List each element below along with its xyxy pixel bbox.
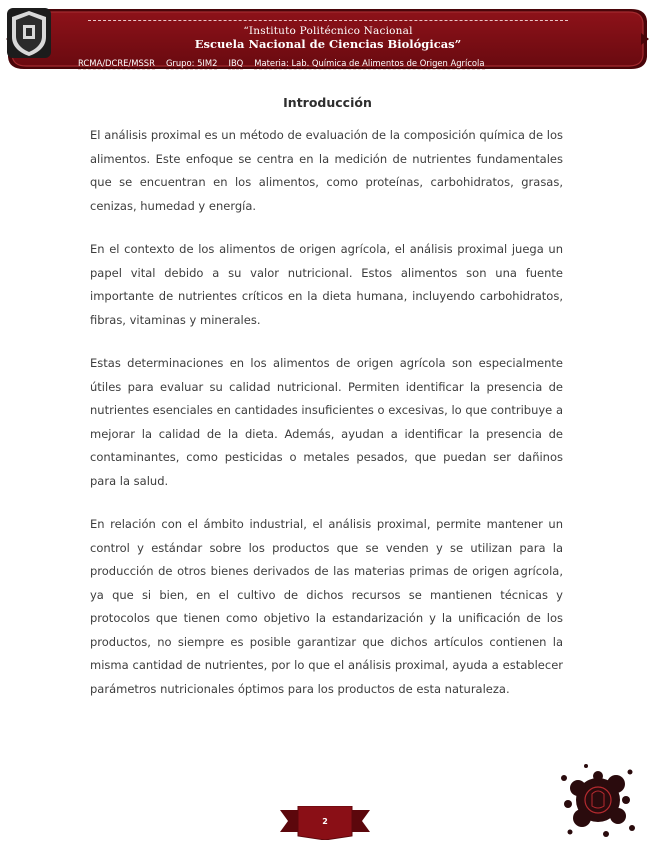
- paragraph-2: En el contexto de los alimentos de origen agrícola, el análisis proximal juega un papel vital debido a su valor nutricional. Estos alimentos son una fuente importante de nutrientes críticos en la dieta humana, incluyendo carbohidratos, fibras, vitaminas y minerales.: [90, 242, 563, 327]
- header-dashed-rule: [88, 20, 568, 21]
- section-title: Introducción: [283, 95, 372, 110]
- ink-splatter-stamp-icon: [556, 758, 638, 840]
- document-body: [90, 124, 563, 721]
- subject-label: Materia: Lab. Química de Alimentos de Origen Agrícola: [254, 58, 485, 68]
- document-code: RCMA/DCRE/MSSR: [78, 58, 155, 68]
- group-label: Grupo: 5IM2: [165, 58, 218, 68]
- page-number: 2: [322, 817, 328, 826]
- header-meta-line: [78, 58, 578, 70]
- paragraph-3: Estas determinaciones en los alimentos de origen agrícola son especialmente útiles para evaluar su calidad nutricional. Permiten identificar la presencia de nutrientes esenciales en cantidades insuficientes o excesivas, lo que contribuye a mejorar la calidad de la dieta. Además, ayudan a identificar la presencia de contaminantes, como pesticidas o metales pesados, que puedan ser dañinos para la salud.: [90, 356, 563, 488]
- program-label: IBQ: [228, 58, 244, 68]
- encb-crest-icon: [6, 7, 52, 59]
- school-name: Escuela Nacional de Ciencias Biológicas”: [194, 37, 462, 51]
- paragraph-4: En relación con el ámbito industrial, el análisis proximal, permite mantener un control y estándar sobre los productos que se venden y se utilizan para la producción de otros bienes derivados de las materias primas de origen agrícola, ya que si bien, en el cultivo de dichos recursos se mantienen técnicas y protocolos que tienen como objetivo la estandarización y la unificación de los productos, no siempre es posible garantizar que dichos artículos contienen la misma cantidad de nutrientes, por lo que el análisis proximal, ayuda a establecer parámetros nutricionales óptimos para los productos de esta naturaleza.: [90, 517, 563, 696]
- header-banner: [6, 7, 649, 71]
- institution-name: “Instituto Politécnico Nacional: [243, 25, 413, 37]
- paragraph-1: El análisis proximal es un método de evaluación de la composición química de los alimentos. Este enfoque se centra en la medición de nutrientes fundamentales que se encuentran en los alimentos, como proteínas, carbohidratos, grasas, cenizas, humedad y energía.: [90, 128, 563, 213]
